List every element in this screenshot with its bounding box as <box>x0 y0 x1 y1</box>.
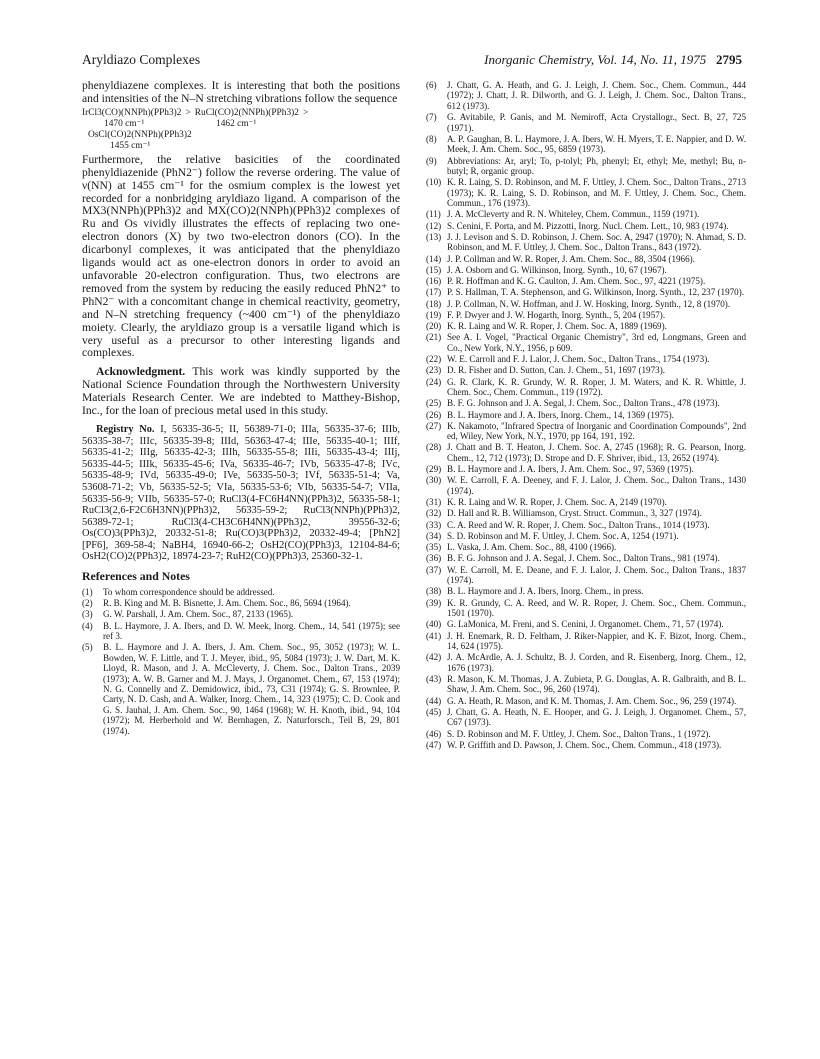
reference-number: (14) <box>426 253 442 264</box>
reference-number: (3) <box>82 609 93 620</box>
reference-number: (6) <box>426 80 437 90</box>
reference-number: (31) <box>426 497 442 508</box>
reference-text: J. Chatt and B. T. Heaton, J. Chem. Soc. A, 2745 (1968); R. G. Pearson, Inorg. Chem., 12, 712 (1973); D. Strope and D. F. Shriver, ibid., 13, 2652 (1974). <box>447 442 746 463</box>
reference-text: K. R. Grundy, C. A. Reed, and W. R. Roper, J. Chem. Soc., Chem. Commun., 1501 (1970). <box>447 597 746 619</box>
reference-item <box>426 377 746 398</box>
reference-number: (27) <box>426 420 442 431</box>
nn-stretch-sequence <box>82 108 400 152</box>
references-heading: References and Notes <box>82 569 190 584</box>
reference-text: R. B. King and M. B. Bisnette, J. Am. Chem. Soc., 86, 5694 (1964). <box>103 598 351 609</box>
reference-number: (47) <box>426 739 442 750</box>
osmium-complex-formula: OsCl(CO)2(NNPh)(PPh3)2 <box>88 129 192 140</box>
reference-item <box>426 652 746 673</box>
journal-citation <box>484 52 742 68</box>
reference-text: G. A. Heath, R. Mason, and K. M. Thomas, J. Am. Chem. Soc., 96, 259 (1974). <box>447 695 737 706</box>
reference-text: G. R. Clark, K. R. Grundy, W. R. Roper, J. M. Waters, and K. R. Whittle, J. Chem. Soc., Chem. Commun., 119 (1972). <box>447 376 746 398</box>
reference-number: (22) <box>426 354 442 365</box>
reference-number: (20) <box>426 321 442 332</box>
reference-number: (44) <box>426 695 442 706</box>
reference-text: B. L. Haymore and J. A. Ibers, J. Am. Chem. Soc., 97, 5369 (1975). <box>447 464 694 475</box>
ruthenium-complex-formula: RuCl(CO)2(NNPh)(PPh3)2 <box>194 107 299 118</box>
reference-item <box>426 156 746 177</box>
reference-item <box>426 365 746 375</box>
references-list-right <box>426 80 746 751</box>
reference-item <box>426 398 746 408</box>
iridium-frequency: 1470 cm⁻¹ <box>104 118 145 129</box>
acknowledgment <box>82 366 400 418</box>
reference-number: (46) <box>426 728 442 739</box>
reference-number: (32) <box>426 508 442 519</box>
reference-number: (11) <box>426 209 441 220</box>
reference-text: G. W. Parshall, J. Am. Chem. Soc., 87, 2133 (1965). <box>103 609 294 620</box>
reference-item <box>426 442 746 463</box>
reference-item <box>426 310 746 320</box>
reference-text: W. P. Griffith and D. Pawson, J. Chem. Soc., Chem. Commun., 418 (1973). <box>447 739 722 750</box>
reference-text: J. A. Osborn and G. Wilkinson, Inorg. Synth., 10, 67 (1967). <box>447 264 667 275</box>
greater-than-2: > <box>302 107 309 118</box>
references-list-left <box>82 587 400 736</box>
reference-number: (38) <box>426 586 442 597</box>
reference-text: R. Mason, K. M. Thomas, J. A. Zubieta, P. G. Douglas, A. R. Galbraith, and B. L. Shaw, J. Am. Chem. Soc., 96, 260 (1974). <box>447 673 746 695</box>
reference-number: (29) <box>426 464 442 475</box>
paragraph-discussion: Furthermore, the relative basicities of the coordinated phenyldiazenide (PhN2⁻) follow the reverse ordering. The value of ν(NN) at 1455 cm⁻¹ for the osmium complex is the lowest yet recorded for a nonbridging aryldiazo ligand. A comparison of the MX3(NNPh)(PPh3)2 and MX(CO)2(NNPh)(PPh3)2 complexes of Ru and Os vividly illustrates the effects of replacing two one-electron donors (X) by two two-electron donors (CO). In the dicarbonyl complexes, it was anticipated that the phenyldiazo ligands would act as one-electron donors in order to avoid an unfavorable 20-electron configuration. Thus, two electrons are removed from the system by reducing the easily reduced PhN2⁺ to PhN2⁻ with a concomitant change in chemical reactivity, geometry, and N–N stretching frequency (~400 cm⁻¹) of the phenyldiazo moiety. Clearly, the aryldiazo group is a versatile ligand which is very useful as a precursor to other interesting ligands and complexes. <box>82 152 400 360</box>
reference-text: B. L. Haymore and J. A. Ibers, Inorg. Chem., in press. <box>447 586 644 597</box>
reference-text: P. R. Hoffman and K. G. Caulton, J. Am. Chem. Soc., 97, 4221 (1975). <box>447 276 706 287</box>
journal-name: Inorganic Chemistry, Vol. 14, No. 11, 1975 <box>484 52 707 67</box>
reference-number: (40) <box>426 619 442 630</box>
registry-text: I, 56335-36-5; II, 56389-71-0; IIIa, 56335-37-6; IIIb, 56335-38-7; IIIc, 56335-39-8; IIId, 56363-47-4; IIIe, 56335-40-1; IIIf, 56335-41-2; IIIg, 56335-42-3; IIIh, 56335-55-8; IIIi, 56335-43-4; IIIj, 56335-44-5; IIIk, 56335-45-6; IVa, 56335-46-7; IVb, 56335-47-8; IVc, 56335-48-9; IVd, 56335-49-0; IVe, 56335-50-3; IVf, 56335-51-4; Va, 53608-71-2; Vb, 56335-52-5; VIa, 56335-53-6; VIb, 56335-54-7; VIIa, 56335-56-9; VIIb, 56335-57-0; RuCl3(4-FC6H4NN)(PPh3)2, 56335-58-1; RuCl3(2,6-F2C6H3NN)(PPh3)2, 56335-59-2; RuCl3(NNPh)(PPh3)2, 56389-72-1; RuCl3(4-CH3C6H4NN)(PPh3)2, 39556-32-6; Os(CO)3(PPh3)2, 20332-51-8; Ru(CO)3(PPh3)2, 20332-49-4; [PhN2][PF6], 369-58-4; NaBH4, 16940-66-2; OsH2(CO)(PPh3)3, 12104-84-6; OsH2(CO)2(PPh3)2, 18974-23-7; RuH2(CO)(PPh3)3, 25360-32-1. <box>82 423 400 563</box>
reference-number: (33) <box>426 519 442 530</box>
reference-text: S. Cenini, F. Porta, and M. Pizzotti, Inorg. Nucl. Chem. Lett., 10, 983 (1974). <box>447 220 729 231</box>
acknowledgment-text: This work was kindly supported by the National Science Foundation through the Northwestern University Materials Research Center. We are indebted to Matthey-Bishop, Inc., for the loan of precious metal used in this study. <box>82 365 400 418</box>
reference-item <box>426 254 746 264</box>
reference-number: (21) <box>426 332 442 343</box>
reference-text: B. F. G. Johnson and J. A. Segal, J. Chem. Soc., Dalton Trans., 478 (1973). <box>447 398 720 409</box>
running-header <box>82 52 742 68</box>
sequence-row-3 <box>82 130 400 141</box>
paragraph-intro: phenyldiazene complexes. It is interesting that both the positions and intensities of the N–N stretching vibrations follow the sequence <box>82 79 400 105</box>
reference-item <box>426 232 746 253</box>
reference-number: (41) <box>426 630 442 641</box>
iridium-complex-formula: IrCl3(CO)(NNPh)(PPh3)2 <box>82 107 182 118</box>
reference-item <box>426 134 746 155</box>
reference-number: (42) <box>426 652 442 663</box>
reference-item <box>426 410 746 420</box>
reference-item <box>426 464 746 474</box>
reference-text: W. E. Carroll and F. J. Lalor, J. Chem. Soc., Dalton Trans., 1754 (1973). <box>447 354 710 365</box>
reference-item <box>426 553 746 563</box>
reference-text: K. R. Laing and W. R. Roper, J. Chem. Soc. A, 1889 (1969). <box>447 321 667 332</box>
reference-number: (37) <box>426 564 442 575</box>
reference-text: K. Nakamoto, "Infrared Spectra of Inorganic and Coordination Compounds", 2nd ed, Wiley, New York, N.Y., 1970, pp 164, 191, 192. <box>447 420 746 442</box>
reference-text: C. A. Reed and W. R. Roper, J. Chem. Soc., Dalton Trans., 1014 (1973). <box>447 519 710 530</box>
reference-item <box>426 508 746 518</box>
reference-text: J. Chatt, G. A. Heath, N. E. Hooper, and G. J. Leigh, J. Organomet. Chem., 57, C67 (1973). <box>447 706 746 728</box>
registry-heading: Registry No. <box>96 423 155 435</box>
reference-text: J. P. Collman, N. W. Hoffman, and J. W. Hosking, Inorg. Synth., 12, 8 (1970). <box>447 298 731 309</box>
reference-item <box>426 619 746 629</box>
reference-item <box>426 80 746 111</box>
reference-item <box>426 209 746 219</box>
reference-text: A. P. Gaughan, B. L. Haymore, J. A. Ibers, W. H. Myers, T. E. Nappier, and D. W. Meek, J. Am. Chem. Soc., 95, 6859 (1973). <box>447 133 746 155</box>
reference-number: (8) <box>426 133 437 144</box>
greater-than-1: > <box>185 107 191 118</box>
reference-number: (18) <box>426 298 442 309</box>
reference-text: L. Vaska, J. Am. Chem. Soc., 88, 4100 (1966). <box>447 542 617 553</box>
reference-text: S. D. Robinson and M. F. Uttley, J. Chem. Soc. A, 1254 (1971). <box>447 530 679 541</box>
reference-item <box>426 354 746 364</box>
reference-text: B. L. Haymore, J. A. Ibers, and D. W. Meek, Inorg. Chem., 14, 541 (1975); see ref 3. <box>103 620 400 642</box>
reference-item <box>426 565 746 586</box>
reference-item <box>426 542 746 552</box>
reference-number: (1) <box>82 587 93 598</box>
reference-number: (24) <box>426 376 442 387</box>
reference-item <box>426 221 746 231</box>
reference-item <box>82 587 400 597</box>
reference-item <box>426 707 746 728</box>
reference-number: (34) <box>426 530 442 541</box>
left-column <box>82 80 400 737</box>
sequence-row-4 <box>82 141 400 152</box>
ruthenium-frequency: 1462 cm⁻¹ <box>216 118 257 129</box>
reference-number: (2) <box>82 598 93 609</box>
sequence-row-2 <box>82 119 400 130</box>
reference-number: (13) <box>426 231 442 242</box>
reference-item <box>426 586 746 596</box>
reference-text: J. A. McArdle, A. J. Schultz, B. J. Corden, and R. Eisenberg, Inorg. Chem., 12, 1676 (1973). <box>447 652 746 673</box>
reference-number: (7) <box>426 112 437 123</box>
reference-item <box>426 112 746 133</box>
reference-text: J. Chatt, G. A. Heath, and G. J. Leigh, J. Chem. Soc., Chem. Commun., 444 (1972); J. Chatt, J. R. Dilworth, and G. J. Leigh, J. Chem. Soc., Dalton Trans., 612 (1973). <box>447 80 746 111</box>
reference-item <box>426 265 746 275</box>
registry-numbers <box>82 424 400 563</box>
reference-item <box>426 332 746 353</box>
reference-text: K. R. Laing, S. D. Robinson, and M. F. Uttley, J. Chem. Soc., Dalton Trans., 2713 (1973); K. R. Laing, S. D. Robinson, and M. F. Uttley, J. Chem. Soc., Chem. Commun., 176 (1973). <box>447 177 746 209</box>
reference-text: S. D. Robinson and M. F. Uttley, J. Chem. Soc., Dalton Trans., 1 (1972). <box>447 728 711 739</box>
reference-number: (15) <box>426 264 442 275</box>
reference-text: B. L. Haymore and J. A. Ibers, J. Am. Chem. Soc., 95, 3052 (1973); W. L. Bowden, W. F. Little, and T. J. Meyer, ibid., 95, 5084 (1973); J. W. Dart, M. K. Lloyd, R. Mason, and J. A. McCleverty, J. Chem. Soc., Dalton Trans., 2039 (1973); A. W. B. Garner and M. J. Mays, J. Organomet. Chem., 67, 153 (1974); N. G. Connelly and Z. Demidowicz, ibid., 73, C31 (1974); G. S. Brownlee, P. Carty, N. D. Cash, and A. Walker, Inorg. Chem., 14, 323 (1975); C. D. Cook and G. S. Jauhal, J. Am. Chem. Soc., 90, 1464 (1968); W. H. Knoth, ibid., 94, 104 (1972); M. Herberhold and W. Bernhagen, Z. Naturforsch., Teil B, 29, 801 (1974). <box>103 642 400 736</box>
reference-text: To whom correspondence should be addressed. <box>103 587 275 598</box>
reference-number: (45) <box>426 706 442 717</box>
reference-text: G. Avitabile, P. Ganis, and M. Nemiroff, Acta Crystallogr., Sect. B, 27, 725 (1971). <box>447 112 746 133</box>
running-title: Aryldiazo Complexes <box>82 52 201 67</box>
reference-text: See A. I. Vogel, "Practical Organic Chemistry", 3rd ed, Longmans, Green and Co., New York, N.Y., 1956, p 609. <box>447 332 746 353</box>
reference-number: (4) <box>82 620 93 631</box>
reference-number: (39) <box>426 597 442 608</box>
reference-item <box>426 696 746 706</box>
reference-number: (35) <box>426 542 442 553</box>
reference-number: (36) <box>426 553 442 564</box>
reference-item <box>426 299 746 309</box>
reference-item <box>426 520 746 530</box>
reference-text: D. R. Fisher and D. Sutton, Can. J. Chem., 51, 1697 (1973). <box>447 365 665 376</box>
reference-number: (25) <box>426 398 442 409</box>
reference-number: (5) <box>82 642 93 653</box>
reference-text: P. S. Hallman, T. A. Stephenson, and G. Wilkinson, Inorg. Synth., 12, 237 (1970). <box>447 287 745 298</box>
reference-item <box>426 631 746 652</box>
acknowledgment-heading: Acknowledgment. <box>96 365 186 379</box>
reference-number: (12) <box>426 220 442 231</box>
reference-item <box>426 177 746 208</box>
reference-item <box>426 497 746 507</box>
reference-item <box>426 740 746 750</box>
reference-number: (19) <box>426 309 442 320</box>
reference-number: (16) <box>426 276 442 287</box>
reference-text: Abbreviations: Ar, aryl; To, p-tolyl; Ph, phenyl; Et, ethyl; Me, methyl; Bu, n-butyl; R, organic group. <box>447 155 746 177</box>
reference-text: J. H. Enemark, R. D. Feltham, J. Riker-Nappier, and K. F. Bizot, Inorg. Chem., 14, 624 (1975). <box>447 630 746 651</box>
reference-item <box>82 598 400 608</box>
reference-text: G. LaMonica, M. Freni, and S. Cenini, J. Organomet. Chem., 71, 57 (1974). <box>447 619 724 630</box>
reference-text: W. E. Carroll, F. A. Deeney, and F. J. Lalor, J. Chem. Soc., Dalton Trans., 1430 (1974). <box>447 475 746 496</box>
reference-item <box>426 674 746 695</box>
reference-item <box>426 287 746 297</box>
sequence-row-1 <box>82 108 400 119</box>
reference-item <box>426 421 746 442</box>
reference-item <box>426 598 746 619</box>
reference-item <box>82 609 400 619</box>
reference-text: J. A. McCleverty and R. N. Whiteley, Chem. Commun., 1159 (1971). <box>447 209 700 220</box>
reference-item <box>426 729 746 739</box>
reference-text: J. J. Levison and S. D. Robinson, J. Chem. Soc. A, 2947 (1970); N. Ahmad, S. D. Robinson, and M. F. Uttley, J. Chem. Soc., Dalton Trans., 843 (1972). <box>447 231 746 253</box>
reference-item <box>426 475 746 496</box>
reference-item <box>426 276 746 286</box>
reference-text: B. F. G. Johnson and J. A. Segal, J. Chem. Soc., Dalton Trans., 981 (1974). <box>447 553 720 564</box>
reference-text: W. E. Carroll, M. E. Deane, and F. J. Lalor, J. Chem. Soc., Dalton Trans., 1837 (1974). <box>447 564 746 586</box>
reference-item <box>82 621 400 642</box>
reference-number: (26) <box>426 409 442 420</box>
reference-item <box>426 531 746 541</box>
reference-number: (28) <box>426 442 442 453</box>
reference-text: B. L. Haymore and J. A. Ibers, Inorg. Chem., 14, 1369 (1975). <box>447 409 674 420</box>
osmium-frequency: 1455 cm⁻¹ <box>110 140 151 151</box>
reference-number: (9) <box>426 155 437 166</box>
reference-number: (43) <box>426 673 442 684</box>
page-number: 2795 <box>716 52 742 67</box>
reference-number: (30) <box>426 475 442 486</box>
reference-number: (23) <box>426 365 442 376</box>
reference-text: F. P. Dwyer and J. W. Hogarth, Inorg. Synth., 5, 204 (1957). <box>447 309 666 320</box>
reference-number: (10) <box>426 177 442 188</box>
reference-item <box>426 321 746 331</box>
reference-text: K. R. Laing and W. R. Roper, J. Chem. Soc. A, 2149 (1970). <box>447 497 667 508</box>
reference-number: (17) <box>426 287 442 298</box>
reference-text: D. Hall and R. B. Williamson, Cryst. Struct. Commun., 3, 327 (1974). <box>447 508 702 519</box>
reference-text: J. P. Collman and W. R. Roper, J. Am. Chem. Soc., 88, 3504 (1966). <box>447 253 695 264</box>
reference-item <box>82 642 400 736</box>
